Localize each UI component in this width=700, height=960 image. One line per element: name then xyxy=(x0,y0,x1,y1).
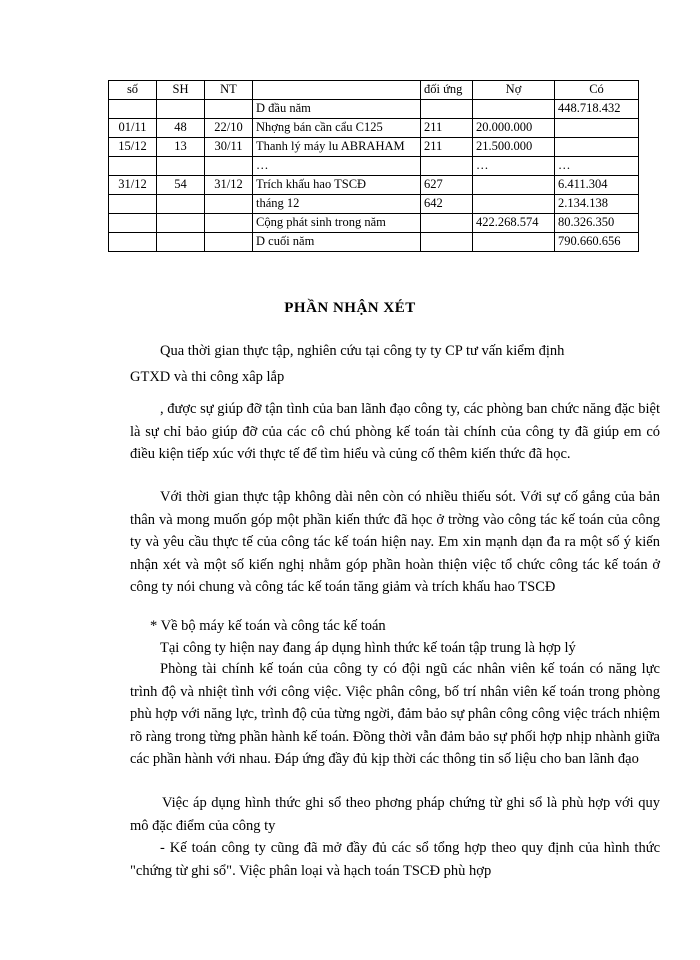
section-title: PHẦN NHẬN XÉT xyxy=(284,300,416,316)
table-cell: 80.326.350 xyxy=(555,214,639,233)
table-cell xyxy=(473,176,555,195)
table-cell xyxy=(421,157,473,176)
table-cell xyxy=(555,138,639,157)
table-cell: Thanh lý máy lu ABRAHAM xyxy=(253,138,421,157)
table-cell: … xyxy=(473,157,555,176)
table-cell xyxy=(109,195,157,214)
table-cell: 48 xyxy=(157,119,205,138)
table-cell xyxy=(421,100,473,119)
table-cell: Cộng phát sinh trong năm xyxy=(253,214,421,233)
header-cell: đối ứng xyxy=(421,81,473,100)
table-cell: 6.411.304 xyxy=(555,176,639,195)
header-cell xyxy=(253,81,421,100)
table-row xyxy=(109,214,639,233)
table-cell xyxy=(421,214,473,233)
header-cell: số xyxy=(109,81,157,100)
table-cell: 54 xyxy=(157,176,205,195)
table-cell: … xyxy=(555,157,639,176)
header-cell: SH xyxy=(157,81,205,100)
paragraph-intro-line1: Qua thời gian thực tập, nghiên cứu tại công ty ty CP tư vấn kiểm định xyxy=(160,343,565,359)
paragraph-heading-accounting: * Về bộ máy kế toán và công tác kế toán xyxy=(150,618,386,634)
paragraph-staff: Phòng tài chính kế toán của công ty có đội ngũ các nhân viên kế toán có năng lực trình độ và nhiệt tình với công việc. Việc phân công, bố trí nhân viên kế toán trong phòng phù hợp với năng lực, trình độ của từng ngời, đảm bảo sự phân công công việc trách nhiệm rõ ràng trong từng phần hành kế toán. Đồng thời vẫn đảm bảo sự phối hợp nhịp nhành giữa các phần hành với nhau. Đáp ứng đầy đủ kịp thời các thông tin số liệu cho ban lãnh đạo xyxy=(130,661,660,767)
table-cell xyxy=(473,100,555,119)
table-cell xyxy=(157,157,205,176)
table-cell: D cuối năm xyxy=(253,233,421,252)
table-row xyxy=(109,100,639,119)
table-cell: Trích khấu hao TSCĐ xyxy=(253,176,421,195)
table-cell: 211 xyxy=(421,119,473,138)
table-cell: 15/12 xyxy=(109,138,157,157)
table-row xyxy=(109,176,639,195)
table-cell xyxy=(473,233,555,252)
paragraph-ledgers: - Kế toán công ty cũng đã mở đầy đủ các sổ tổng hợp theo quy định của hình thức "chứng từ ghi sổ". Việc phân loại và hạch toán TSCĐ phù hợp xyxy=(130,840,660,879)
table-cell xyxy=(109,157,157,176)
table-row xyxy=(109,233,639,252)
table-cell xyxy=(555,119,639,138)
ledger-table xyxy=(108,80,639,252)
table-cell xyxy=(205,195,253,214)
table-header-row xyxy=(109,81,639,100)
table-cell xyxy=(109,100,157,119)
table-cell: 790.660.656 xyxy=(555,233,639,252)
table-cell: tháng 12 xyxy=(253,195,421,214)
table-cell xyxy=(205,100,253,119)
table-cell: 211 xyxy=(421,138,473,157)
table-cell: 21.500.000 xyxy=(473,138,555,157)
table-cell: 448.718.432 xyxy=(555,100,639,119)
header-cell: Có xyxy=(555,81,639,100)
table-cell: 22/10 xyxy=(205,119,253,138)
table-cell: 31/12 xyxy=(205,176,253,195)
paragraph-current-method: Tại công ty hiện nay đang áp dụng hình thức kế toán tập trung là hợp lý xyxy=(160,640,576,656)
table-cell: 2.134.138 xyxy=(555,195,639,214)
table-row xyxy=(109,157,639,176)
table-cell: 20.000.000 xyxy=(473,119,555,138)
table-cell: 13 xyxy=(157,138,205,157)
table-cell: 627 xyxy=(421,176,473,195)
table-cell xyxy=(109,214,157,233)
table-cell xyxy=(157,233,205,252)
paragraph-internship: Với thời gian thực tập không dài nên còn có nhiều thiếu sót. Với sự cố gắng của bản thân và mong muốn góp một phần kiến thức đã học ở trờng vào công tác kế toán của công ty và yêu cầu thực tế của công tác kế toán hiện nay. Em xin mạnh dạn đa ra một số ý kiến nhận xét và một số kiến nghị nhằm góp phần hoàn thiện việc tổ chức công tác kế toán ở công ty nói chung và công tác kế toán tăng giảm và trích khấu hao TSCĐ xyxy=(130,489,660,595)
table-cell: 642 xyxy=(421,195,473,214)
table-cell: D đầu năm xyxy=(253,100,421,119)
paragraph-intro-line2: GTXD và thi công xâp lắp xyxy=(130,369,285,385)
ledger-body xyxy=(109,81,639,252)
table-cell xyxy=(473,195,555,214)
table-cell: … xyxy=(253,157,421,176)
table-cell xyxy=(157,195,205,214)
table-row xyxy=(109,138,639,157)
table-cell: 31/12 xyxy=(109,176,157,195)
header-cell: Nợ xyxy=(473,81,555,100)
table-cell: 422.268.574 xyxy=(473,214,555,233)
table-row xyxy=(109,195,639,214)
table-cell: 30/11 xyxy=(205,138,253,157)
header-cell: NT xyxy=(205,81,253,100)
table-cell xyxy=(421,233,473,252)
table-cell xyxy=(109,233,157,252)
table-cell xyxy=(205,214,253,233)
table-cell: 01/11 xyxy=(109,119,157,138)
table-cell xyxy=(157,214,205,233)
table-cell xyxy=(205,157,253,176)
paragraph-support: , được sự giúp đỡ tận tình của ban lãnh đạo công ty, các phòng ban chức năng đặc biệt là sự chỉ bảo giúp đỡ của các cô chú phòng kế toán tài chính của công ty đã giúp em có điều kiện tiếp xúc với thực tế để tìm hiểu và củng cố thêm kiến thức đã học. xyxy=(130,401,660,462)
table-cell: Nhợng bán cần cẩu C125 xyxy=(253,119,421,138)
table-cell xyxy=(157,100,205,119)
table-cell xyxy=(205,233,253,252)
table-row xyxy=(109,119,639,138)
paragraph-bookkeeping: Việc áp dụng hình thức ghi sổ theo phơng pháp chứng từ ghi sổ là phù hợp với quy mô đặc điểm của công ty xyxy=(130,795,660,834)
